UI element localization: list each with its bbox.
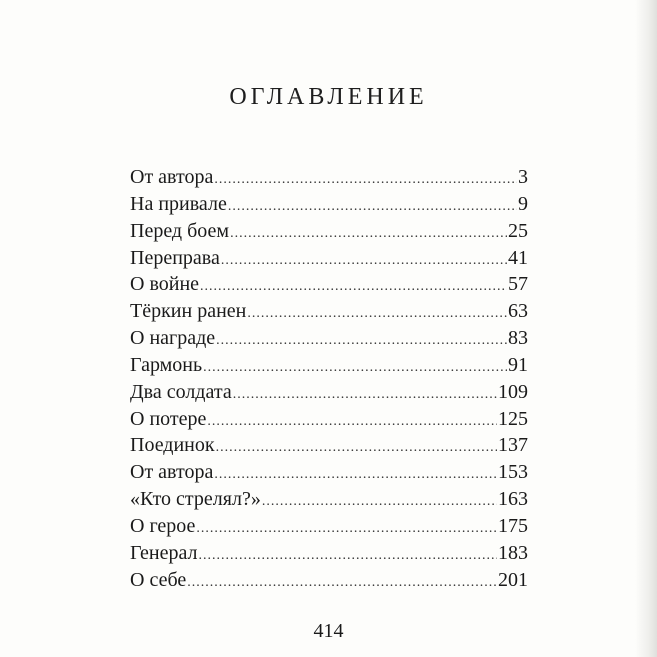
dot-leader [216, 435, 497, 462]
toc-entry-title: От автора [130, 461, 214, 484]
toc-entry [130, 218, 528, 245]
toc-entry-page: 25 [508, 219, 528, 242]
toc-entry [130, 245, 528, 272]
dot-leader [221, 248, 507, 275]
table-of-contents [130, 164, 528, 594]
toc-entry [130, 459, 528, 486]
dot-leader [228, 194, 517, 221]
toc-entry-title: «Кто стрелял?» [130, 488, 261, 511]
dot-leader [214, 167, 517, 194]
toc-entry-title: Тёркин ранен [130, 300, 247, 323]
toc-entry-page: 153 [498, 461, 528, 484]
toc-entry-title: Генерал [130, 541, 198, 564]
toc-entry [130, 298, 528, 325]
toc-entry-title: О войне [130, 273, 200, 296]
toc-entry [130, 164, 528, 191]
toc-entry-page: 9 [518, 192, 528, 215]
dot-leader [187, 570, 497, 597]
toc-entry-title: О герое [130, 514, 196, 537]
toc-heading: ОГЛАВЛЕНИЕ [229, 84, 428, 110]
dot-leader [214, 462, 497, 489]
toc-entry-title: Два солдата [130, 380, 232, 403]
toc-entry-page: 163 [498, 488, 528, 511]
dot-leader [203, 355, 507, 382]
toc-entry [130, 325, 528, 352]
toc-entry [130, 379, 528, 406]
toc-entry-title: О награде [130, 327, 216, 350]
toc-entry-title: Перед боем [130, 219, 230, 242]
toc-entry-title: О себе [130, 568, 187, 591]
toc-entry [130, 271, 528, 298]
toc-entry-page: 201 [498, 568, 528, 591]
dot-leader [233, 382, 497, 409]
toc-entry [130, 513, 528, 540]
toc-entry-title: О потере [130, 407, 207, 430]
toc-entry-title: На привале [130, 192, 227, 215]
toc-entry-page: 41 [508, 246, 528, 269]
toc-entry [130, 486, 528, 513]
dot-leader [196, 516, 497, 543]
toc-entry-title: От автора [130, 166, 214, 188]
dot-leader [230, 221, 507, 248]
toc-entry-page: 63 [508, 300, 528, 323]
toc-entry [130, 406, 528, 433]
dot-leader [216, 328, 507, 355]
toc-entry-page: 91 [508, 353, 528, 376]
toc-entry-page: 83 [508, 327, 528, 350]
toc-entry-title: Поединок [130, 434, 215, 457]
toc-entry [130, 540, 528, 567]
dot-leader [247, 301, 507, 328]
toc-entry [130, 352, 528, 379]
toc-entry [130, 432, 528, 459]
toc-entry-title: Переправа [130, 246, 220, 269]
toc-entry-page: 3 [518, 166, 528, 188]
toc-entry-page: 57 [508, 273, 528, 296]
dot-leader [207, 409, 497, 436]
toc-entry-page: 109 [498, 380, 528, 403]
dot-leader [262, 489, 497, 516]
toc-entry [130, 191, 528, 218]
page-number: 414 [313, 620, 344, 642]
toc-entry [130, 567, 528, 594]
dot-leader [200, 274, 507, 301]
toc-entry-page: 137 [498, 434, 528, 457]
toc-entry-page: 183 [498, 541, 528, 564]
dot-leader [199, 543, 497, 570]
toc-entry-title: Гармонь [130, 353, 203, 376]
toc-entry-page: 175 [498, 514, 528, 537]
toc-entry-page: 125 [498, 407, 528, 430]
